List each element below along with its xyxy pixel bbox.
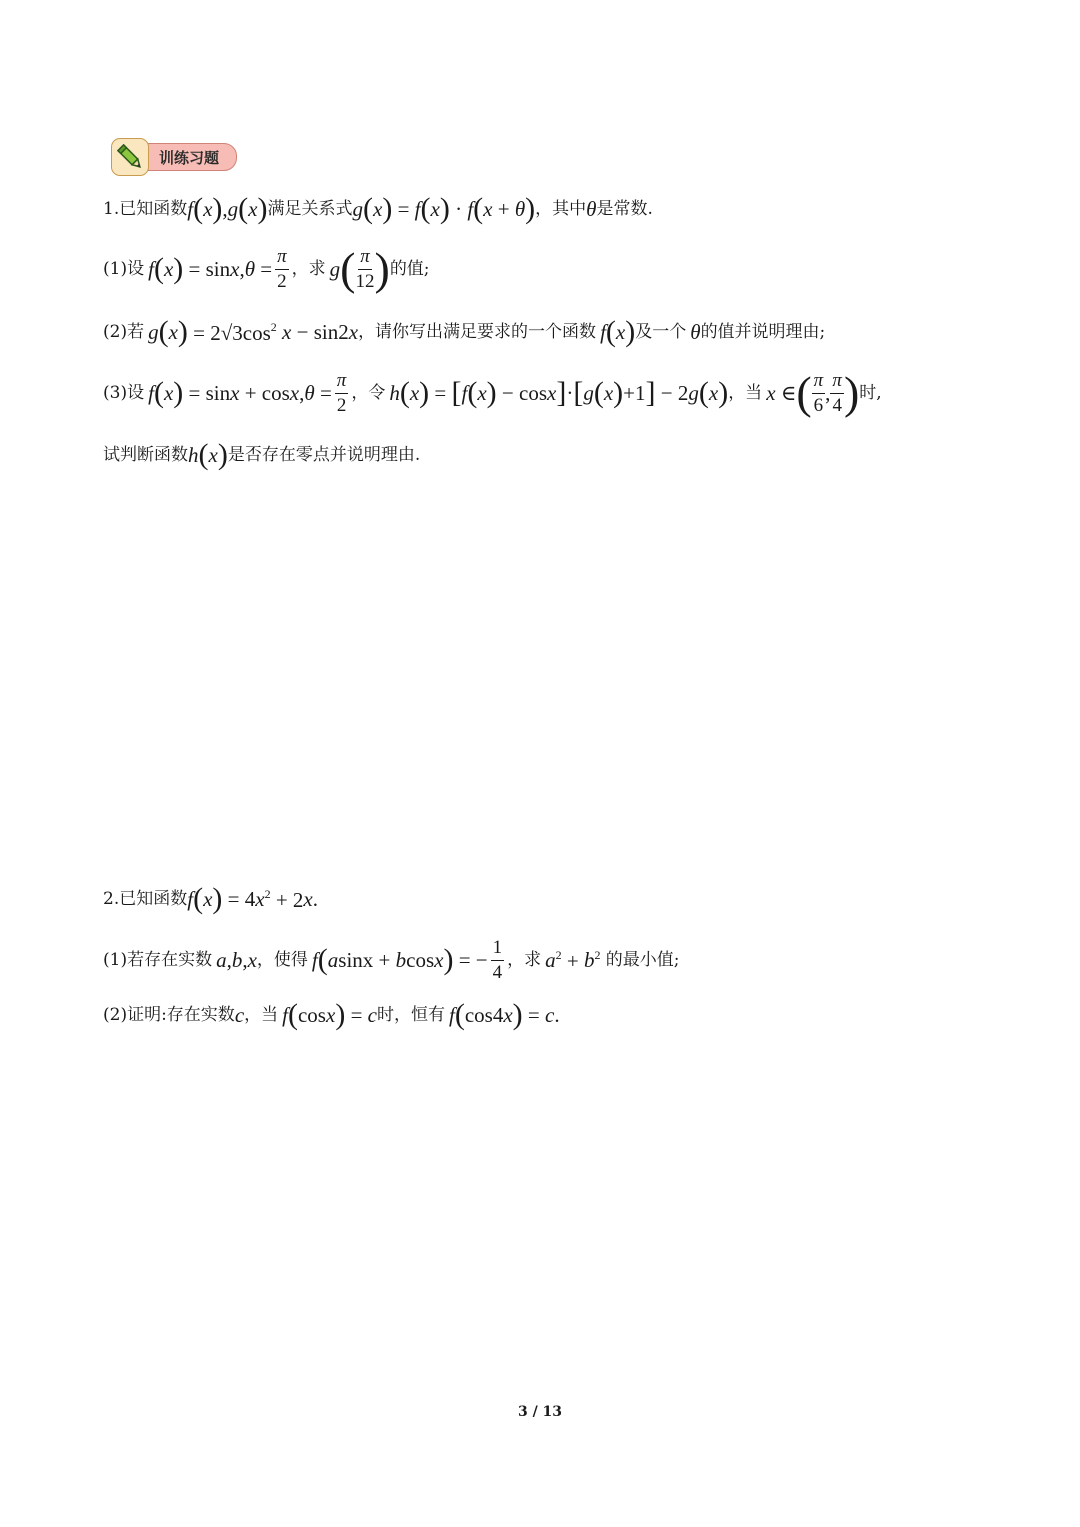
q1-p3-end: 时, bbox=[859, 382, 882, 403]
q1-p2-end: 的值并说明理由; bbox=[700, 321, 826, 342]
q2-p1-mid2: ，求 bbox=[507, 949, 542, 970]
q2-p1-end: 的最小值; bbox=[605, 949, 680, 970]
q2-stem-text: 2.已知函数 bbox=[103, 888, 188, 909]
q1-stem-text-c: ，其中 bbox=[535, 198, 587, 219]
q2-p2-mid2: 时，恒有 bbox=[376, 1004, 445, 1025]
q1-p3-mid2: ，当 bbox=[728, 382, 763, 403]
q1-p2-label: (2)若 bbox=[103, 321, 145, 342]
q1-p2-mid: ，请你写出满足要求的一个函数 bbox=[358, 321, 597, 342]
q1-stem-text-d: 是常数. bbox=[596, 198, 653, 219]
q2-p2-mid: ，当 bbox=[244, 1004, 279, 1025]
badge-label: 训练习题 bbox=[159, 149, 220, 167]
q1-p1-end: 的值; bbox=[389, 258, 430, 279]
q1-p3-label: (3)设 bbox=[103, 382, 145, 403]
q1-p1-label: (1)设 bbox=[103, 258, 145, 279]
q1-part3-line2: 试判断函数 h ( x ) 是否存在零点并说明理由. bbox=[103, 438, 421, 471]
q1-part2: (2)若 g ( x ) = $2√3\cos^2$ x − sin2 x ，请你写出满足要求的一个函数 f ( x ) 及一个 θ 的值并说明理由; bbox=[103, 315, 826, 348]
q1-p3-line2-a: 试判断函数 bbox=[103, 444, 188, 465]
q2-p2-end: . bbox=[554, 1002, 560, 1027]
q2-stem: 2.已知函数 f ( x ) = 4 x $^2$ + 2 x . bbox=[103, 882, 318, 915]
section-badge bbox=[111, 138, 237, 174]
q1-p3-mid: ，令 bbox=[351, 382, 386, 403]
q1-stem-text-a: 1.已知函数 bbox=[103, 198, 188, 219]
pencil-icon bbox=[111, 138, 149, 176]
q2-part2: (2)证明:存在实数 c ，当 f ( cos x ) = c 时，恒有 f ( cos4 x ) = c . bbox=[103, 998, 560, 1031]
q2-stem-end: . bbox=[312, 886, 318, 911]
page-number: 3 / 13 bbox=[517, 1404, 563, 1420]
q1-p3-line2-b: 是否存在零点并说明理由. bbox=[227, 444, 421, 465]
q2-p1-mid: ，使得 bbox=[256, 949, 308, 970]
q2-p2-label: (2)证明:存在实数 bbox=[103, 1004, 235, 1025]
q1-stem: 1.已知函数 f ( x ) , g ( x ) 满足关系式 g ( x ) = f ( x ) · f ( x + θ ) ，其中 θ 是常数. bbox=[103, 192, 653, 225]
q1-p1-mid: ，求 bbox=[291, 258, 326, 279]
q1-part1: (1)设 f ( x ) = sin x , θ = $\frac{\pi}{2}$ ，求 g ( $\frac{\pi}{12}$ ) 的值; bbox=[103, 243, 430, 294]
q1-p2-mid2: 及一个 bbox=[635, 321, 687, 342]
q1-part3: (3)设 f ( x ) = sin x + cos x , θ = $\frac{\pi}{2}$ ，令 h ( x ) = [ f ( x ) − cos x ] · [ g ( x ) +1 ] − 2 g ( x ) ，当 x ∈ ( $\frac{\pi}{6}$ , $\frac{\pi}{4}$ ) 时, bbox=[103, 367, 882, 418]
q1-stem-text-b: 满足关系式 bbox=[267, 198, 353, 219]
q2-part1: (1)若存在实数 a , b , x ，使得 f ( a sinx + b cos x ) = − $\frac{1}{4}$ ，求 a $^2$ + b $^2$ 的最小值; bbox=[103, 937, 680, 983]
q2-p1-label: (1)若存在实数 bbox=[103, 949, 213, 970]
